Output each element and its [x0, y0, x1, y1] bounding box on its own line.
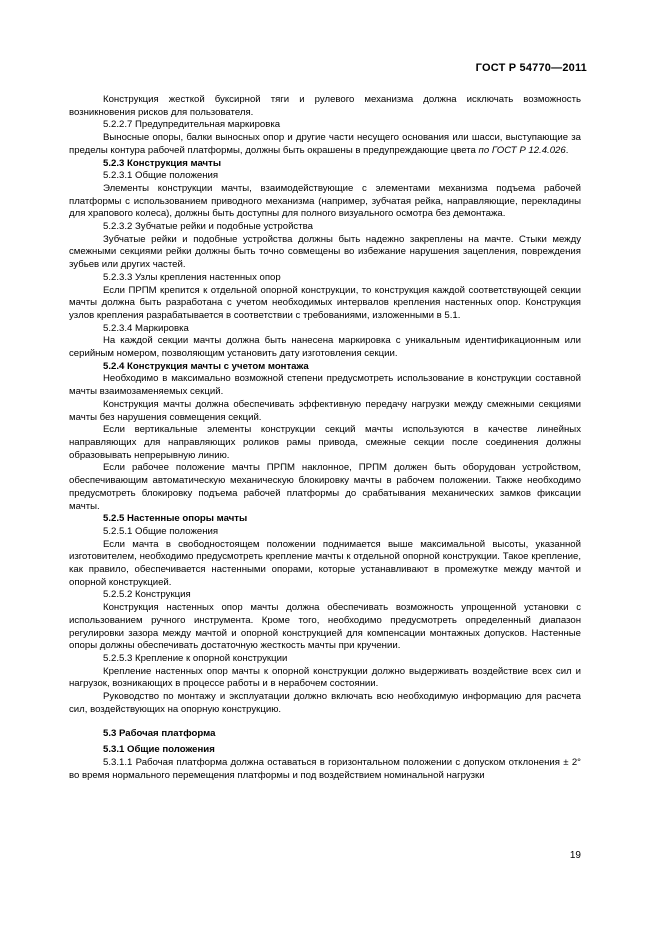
section-heading: 5.3 Рабочая платформа — [103, 728, 216, 740]
paragraph: Если ПРПМ крепится к отдельной опорной конструкции, то конструкция каждой соответствующей секции мачты должна быть разработана с учетом необходимых интервалов крепления настенных опор. Конструкция узлов крепления разрабатывается в соответствии с требованиями, изложенными в 5.1. — [69, 284, 581, 321]
document-body — [69, 94, 581, 782]
paragraph: Конструкция настенных опор мачты должна обеспечивать возможность упрощенной установки с использованием ручного инструмента. Кроме того, необходимо предусмотреть определенный диапазон регулировки зазора между мачтой и опорной конструкцией для компенсации монтажных допусков. Настенные опоры должны обеспечивать достаточную жесткость мачты при кручении. — [69, 602, 581, 652]
paragraph: Конструкция мачты должна обеспечивать эффективную передачу нагрузки между смежными секциями мачты без нарушения совмещения секций. — [69, 398, 581, 423]
paragraph: Элементы конструкции мачты, взаимодействующие с элементами механизма подъема рабочей платформы с использованием приводного механизма (например, зубчатая рейка, направляющие, перекладины для храпового колеса), должны быть доступны для полного визуального осмотра без демонтажа. — [69, 182, 581, 220]
paragraph: Конструкция жесткой буксирной тяги и рулевого механизма должна исключать возможность возникновения рисков для пользователя. — [69, 94, 581, 118]
subsection-heading: 5.2.3.4 Маркировка — [103, 322, 189, 334]
standard-reference: по ГОСТ Р 12.4.026 — [478, 144, 566, 156]
paragraph: Если мачта в свободностоящем положении поднимается выше максимальной высоты, указанной изготовителем, необходимо предусмотреть крепление мачты к отдельной опорной конструкции. Такое крепление, как правило, обеспечивается настенными опорами, которые устанавливают в промежутке между мачтой и опорной конструкцией. — [69, 538, 581, 588]
paragraph: Если вертикальные элементы конструкции секций мачты используются в качестве линейных направляющих для направляющих роликов рамы привода, смежные секции после соединения должны образовывать непрерывную линию. — [69, 424, 581, 461]
section-heading: 5.2.5 Настенные опоры мачты — [103, 513, 248, 525]
paragraph: Зубчатые рейки и подобные устройства должны быть надежно закреплены на мачте. Стыки между смежными секциями рейки должны быть точно совмещены во избежание нарушения зацепления, повреждения зубьев или других частей. — [69, 233, 581, 271]
document-code-header: ГОСТ Р 54770—2011 — [475, 62, 587, 74]
spacer — [69, 716, 581, 728]
paragraph: 5.3.1.1 Рабочая платформа должна оставаться в горизонтальном положении с допуском отклонения ± 2° во время нормального перемещения платформы и под воздействием номинальной нагрузки — [69, 756, 581, 781]
paragraph: Необходимо в максимально возможной степени предусмотреть использование в конструкции составной мачты взаимозаменяемых секций. — [69, 373, 581, 398]
paragraph-end: . — [565, 144, 569, 156]
section-heading: 5.3.1 Общие положения — [103, 744, 215, 756]
subsection-heading: 5.2.3.2 Зубчатые рейки и подобные устройства — [103, 221, 313, 233]
section-heading: 5.2.3 Конструкция мачты — [103, 157, 222, 169]
paragraph: Если рабочее положение мачты ПРПМ наклонное, ПРПМ должен быть оборудован устройством, обеспечивающим автоматическую механическую блокировку мачты в рабочем положении. Также необходимо предусмотреть блокировку подъема рабочей платформы до срабатывания механических замков фиксации мачты. — [69, 462, 581, 512]
paragraph: На каждой секции мачты должна быть нанесена маркировка с уникальным идентификационным или серийным номером, позволяющим установить дату изготовления секции. — [69, 335, 581, 360]
subsection-heading: 5.2.5.3 Крепление к опорной конструкции — [103, 652, 288, 664]
paragraph: Крепление настенных опор мачты к опорной конструкции должно выдерживать воздействие всех сил и нагрузок, возникающих в процессе работы и в нерабочем состоянии. — [69, 665, 581, 690]
subsection-heading: 5.2.5.1 Общие положения — [103, 525, 219, 537]
paragraph: Руководство по монтажу и эксплуатации должно включать всю необходимую информацию для расчета сил, воздействующих на опорную конструкцию. — [69, 691, 581, 715]
subsection-heading: 5.2.3.1 Общие положения — [103, 170, 219, 182]
page-number: 19 — [569, 850, 581, 861]
section-heading: 5.2.4 Конструкция мачты с учетом монтажа — [103, 360, 309, 372]
paragraph — [69, 132, 581, 157]
subsection-heading: 5.2.2.7 Предупредительная маркировка — [103, 119, 281, 131]
paragraph-text: Выносные опоры, балки выносных опор и другие части несущего основания или шасси, выступающие за пределы контура рабочей платформы, должны быть окрашены в предупреждающие цвета — [69, 132, 581, 156]
subsection-heading: 5.2.3.3 Узлы крепления настенных опор — [103, 271, 281, 283]
subsection-heading: 5.2.5.2 Конструкция — [103, 589, 191, 601]
